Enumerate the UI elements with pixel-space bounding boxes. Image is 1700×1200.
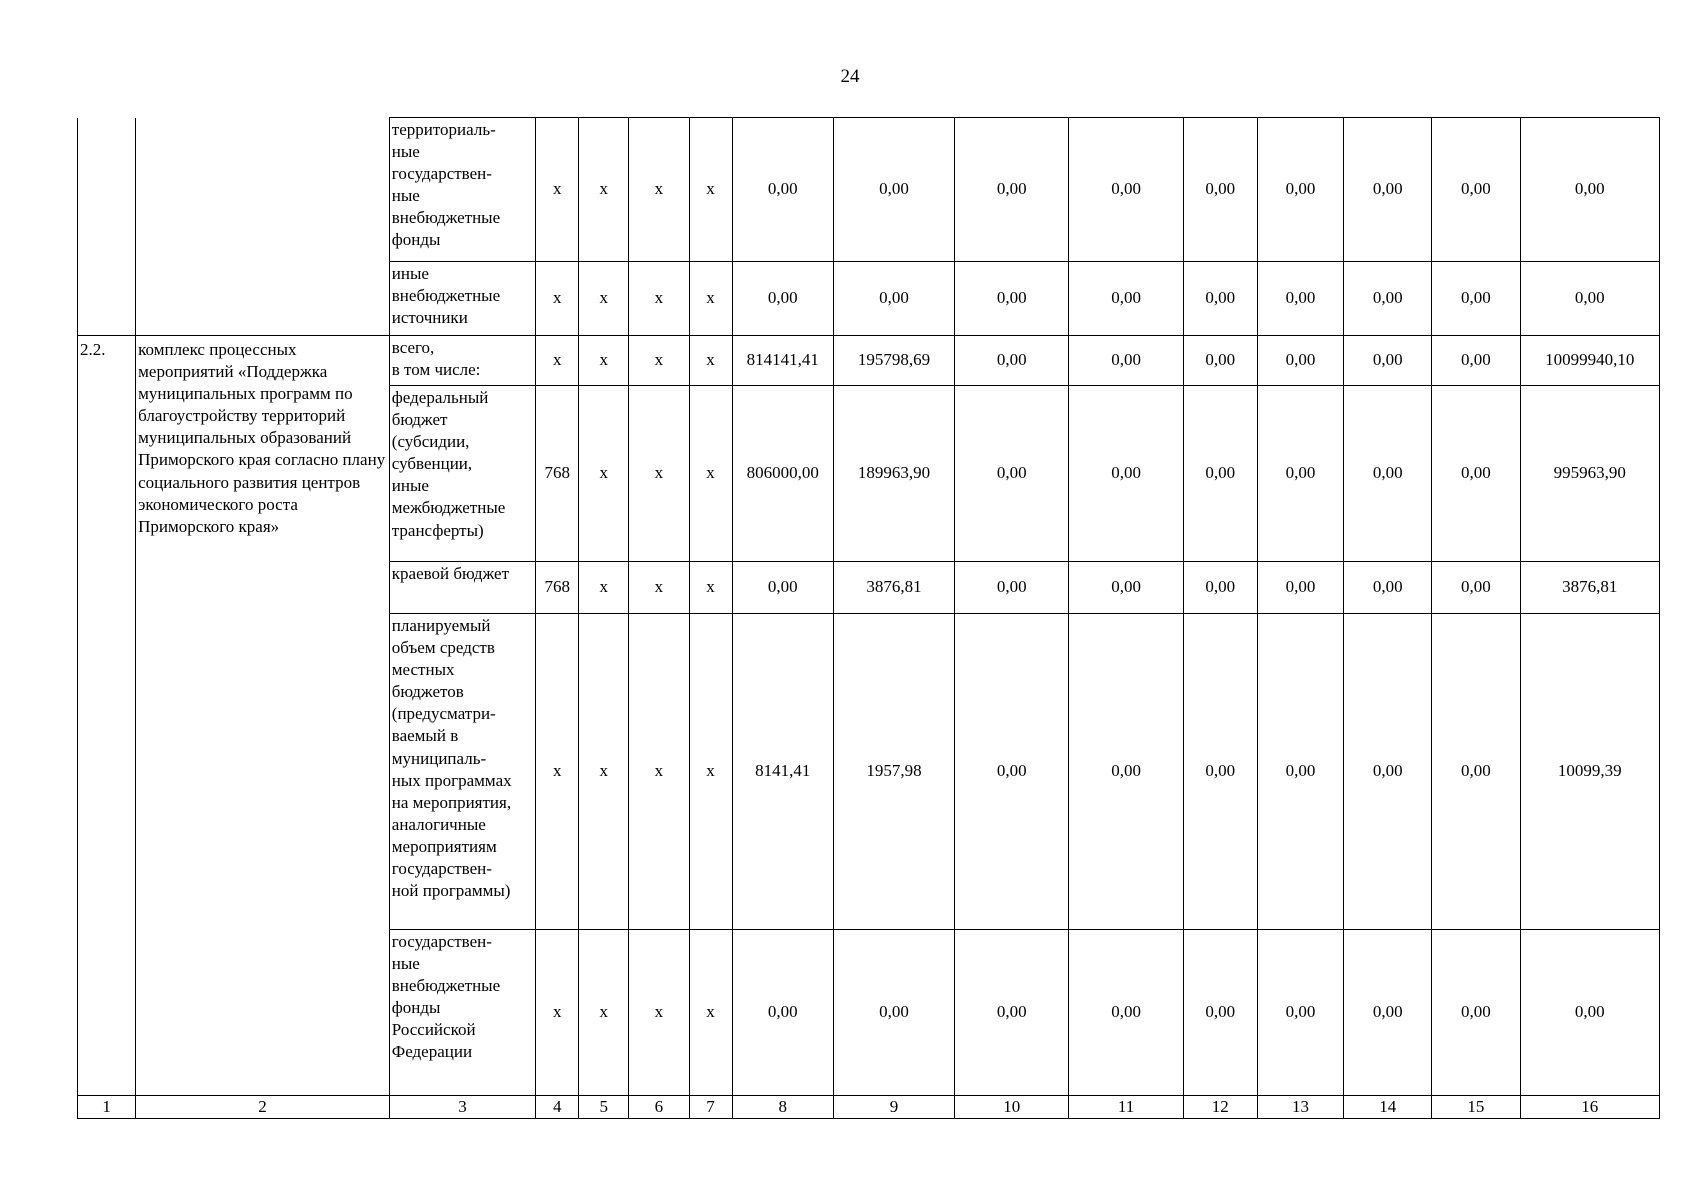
cell-c15: 0,00 [1432,930,1520,1096]
cell-c14: 0,00 [1344,262,1432,336]
column-number: 1 [78,1096,136,1119]
cell-c6: x [629,614,689,930]
cell-c10: 0,00 [955,336,1069,386]
cell-c12: 0,00 [1183,336,1257,386]
cell-c14: 0,00 [1344,386,1432,562]
column-number: 9 [833,1096,954,1119]
cell-c12: 0,00 [1183,262,1257,336]
cell-c4: x [536,336,579,386]
cell-c13: 0,00 [1257,336,1343,386]
cell-c6: x [629,386,689,562]
funding-source: всего, в том числе: [389,336,535,386]
cell-c15: 0,00 [1432,118,1520,262]
cell-c13: 0,00 [1257,930,1343,1096]
table-row [78,336,1660,386]
cell-c7: x [689,562,732,614]
cell-c13: 0,00 [1257,386,1343,562]
cell-c8: 806000,00 [732,386,833,562]
cell-c9: 195798,69 [833,336,954,386]
column-number: 16 [1520,1096,1659,1119]
cell-c8: 0,00 [732,118,833,262]
cell-c8: 814141,41 [732,336,833,386]
cell-c12: 0,00 [1183,118,1257,262]
group-name: комплекс процессных мероприятий «Поддержка муниципальных программ по благоустройству территорий муниципальных образований Приморского края согласно плану социального развития центров экономического роста Приморского края» [136,336,390,1096]
funding-source: иные внебюджетные источники [389,262,535,336]
column-number: 4 [536,1096,579,1119]
cell-c9: 0,00 [833,118,954,262]
cell-c15: 0,00 [1432,614,1520,930]
column-number: 6 [629,1096,689,1119]
column-number: 8 [732,1096,833,1119]
cell-c10: 0,00 [955,386,1069,562]
cell-c11: 0,00 [1069,562,1183,614]
cell-c16: 0,00 [1520,262,1659,336]
cell-c15: 0,00 [1432,262,1520,336]
cell-c12: 0,00 [1183,386,1257,562]
column-number: 11 [1069,1096,1183,1119]
cell-c11: 0,00 [1069,930,1183,1096]
cell-c8: 0,00 [732,930,833,1096]
cell-c15: 0,00 [1432,336,1520,386]
cell-c4: x [536,118,579,262]
cell-c14: 0,00 [1344,562,1432,614]
funding-source: территориаль- ные государствен- ные внебюджетные фонды [389,118,535,262]
cell-c4: x [536,614,579,930]
cell-c4: x [536,930,579,1096]
cell-c9: 0,00 [833,930,954,1096]
cell-c11: 0,00 [1069,614,1183,930]
cell-c14: 0,00 [1344,930,1432,1096]
cell-c7: x [689,262,732,336]
cell-c7: x [689,386,732,562]
budget-table [77,117,1660,1119]
cell-c5: x [579,118,629,262]
column-number: 3 [389,1096,535,1119]
cell-c7: x [689,118,732,262]
cell-c11: 0,00 [1069,262,1183,336]
table-row [78,118,1660,262]
cell-c10: 0,00 [955,930,1069,1096]
cell-c14: 0,00 [1344,614,1432,930]
blank-number-cell [78,118,136,336]
cell-c5: x [579,614,629,930]
cell-c7: x [689,614,732,930]
cell-c16: 995963,90 [1520,386,1659,562]
cell-c10: 0,00 [955,614,1069,930]
cell-c12: 0,00 [1183,930,1257,1096]
cell-c13: 0,00 [1257,262,1343,336]
cell-c9: 1957,98 [833,614,954,930]
cell-c16: 0,00 [1520,930,1659,1096]
column-number: 7 [689,1096,732,1119]
cell-c8: 8141,41 [732,614,833,930]
cell-c16: 10099940,10 [1520,336,1659,386]
cell-c6: x [629,336,689,386]
cell-c8: 0,00 [732,562,833,614]
column-number: 5 [579,1096,629,1119]
cell-c6: x [629,562,689,614]
cell-c10: 0,00 [955,562,1069,614]
column-number: 2 [136,1096,390,1119]
cell-c6: x [629,118,689,262]
funding-source: планируемый объем средств местных бюджетов (предусматри- ваемый в муниципаль- ных программах на мероприятия, аналогичные мероприятиям государствен- ной программы) [389,614,535,930]
funding-source: федеральный бюджет (субсидии, субвенции, иные межбюджетные трансферты) [389,386,535,562]
cell-c11: 0,00 [1069,336,1183,386]
column-number: 12 [1183,1096,1257,1119]
cell-c4: x [536,262,579,336]
cell-c16: 10099,39 [1520,614,1659,930]
cell-c4: 768 [536,562,579,614]
funding-source: краевой бюджет [389,562,535,614]
column-number: 10 [955,1096,1069,1119]
cell-c6: x [629,930,689,1096]
cell-c5: x [579,336,629,386]
column-number-row [78,1096,1660,1119]
cell-c5: x [579,386,629,562]
cell-c15: 0,00 [1432,386,1520,562]
cell-c12: 0,00 [1183,562,1257,614]
cell-c11: 0,00 [1069,118,1183,262]
blank-name-cell [136,118,390,336]
cell-c7: x [689,930,732,1096]
cell-c9: 0,00 [833,262,954,336]
cell-c9: 189963,90 [833,386,954,562]
column-number: 13 [1257,1096,1343,1119]
cell-c16: 0,00 [1520,118,1659,262]
page-number: 24 [840,66,860,87]
cell-c13: 0,00 [1257,614,1343,930]
cell-c13: 0,00 [1257,562,1343,614]
cell-c10: 0,00 [955,118,1069,262]
cell-c15: 0,00 [1432,562,1520,614]
column-number: 15 [1432,1096,1520,1119]
cell-c8: 0,00 [732,262,833,336]
cell-c5: x [579,262,629,336]
cell-c4: 768 [536,386,579,562]
column-number: 14 [1344,1096,1432,1119]
cell-c13: 0,00 [1257,118,1343,262]
funding-source: государствен- ные внебюджетные фонды Российской Федерации [389,930,535,1096]
cell-c14: 0,00 [1344,336,1432,386]
cell-c7: x [689,336,732,386]
cell-c12: 0,00 [1183,614,1257,930]
cell-c5: x [579,562,629,614]
cell-c5: x [579,930,629,1096]
cell-c16: 3876,81 [1520,562,1659,614]
cell-c6: x [629,262,689,336]
cell-c10: 0,00 [955,262,1069,336]
group-number: 2.2. [78,336,136,1096]
cell-c9: 3876,81 [833,562,954,614]
cell-c14: 0,00 [1344,118,1432,262]
cell-c11: 0,00 [1069,386,1183,562]
